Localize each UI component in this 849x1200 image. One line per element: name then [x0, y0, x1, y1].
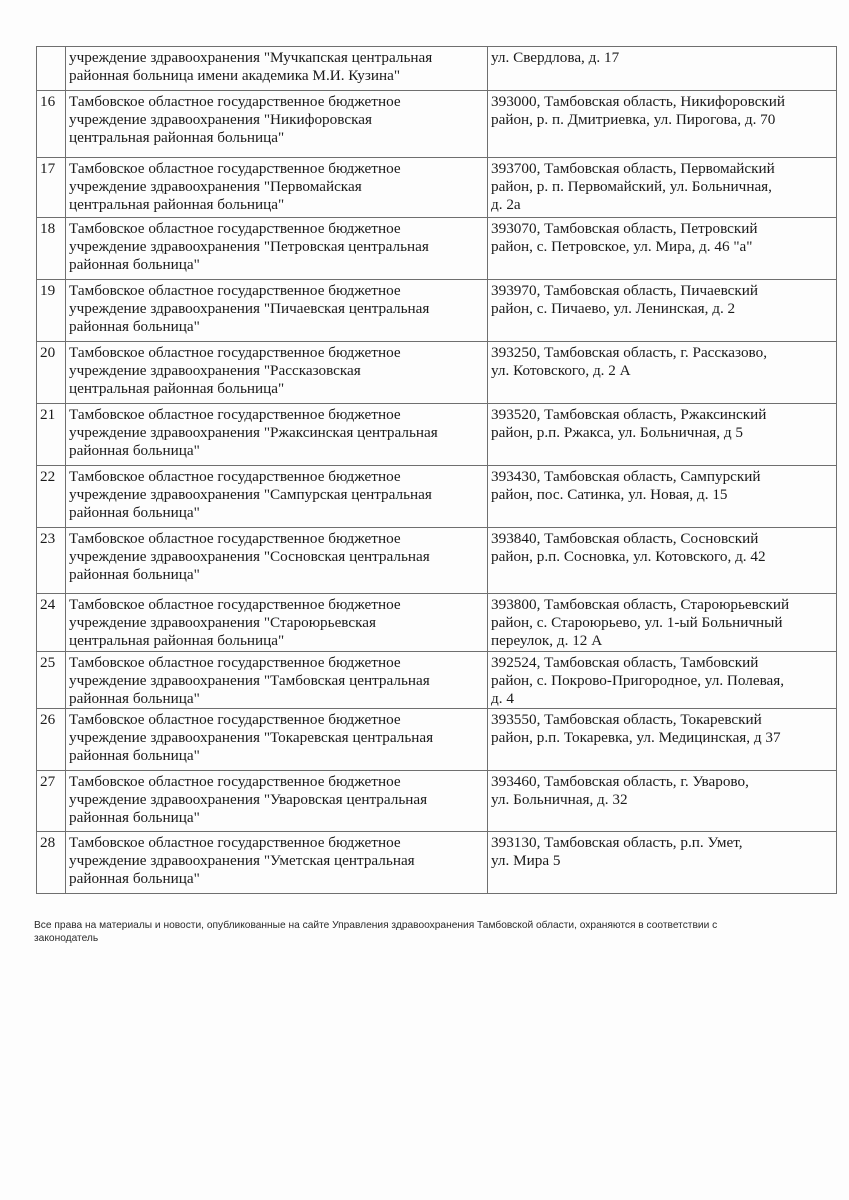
institution-name-cell — [66, 342, 488, 404]
institution-name-line: районная больница" — [69, 566, 200, 583]
row-number: 22 — [37, 466, 66, 528]
table-row — [37, 832, 837, 894]
address-line: д. 4 — [491, 690, 514, 707]
institution-name-line: учреждение здравоохранения "Сосновская центральная — [69, 548, 430, 565]
row-number: 18 — [37, 218, 66, 280]
institution-name-line: учреждение здравоохранения "Пичаевская центральная — [69, 300, 430, 317]
institution-name-line: центральная районная больница" — [69, 129, 285, 146]
row-number: 16 — [37, 91, 66, 158]
institution-name-line: районная больница" — [69, 747, 200, 764]
institution-name-line: учреждение здравоохранения "Староюрьевская — [69, 614, 377, 631]
institution-name-cell — [66, 709, 488, 771]
address-cell — [488, 652, 837, 709]
address-cell — [488, 709, 837, 771]
institution-name-line: учреждение здравоохранения "Тамбовская центральная — [69, 672, 430, 689]
institution-name-line: учреждение здравоохранения "Первомайская — [69, 178, 362, 195]
institution-name-cell — [66, 158, 488, 218]
address-line: район, р.п. Токаревка, ул. Медицинская, д 37 — [491, 729, 781, 746]
address-line: район, с. Пичаево, ул. Ленинская, д. 2 — [491, 300, 736, 317]
institution-name-line: учреждение здравоохранения "Петровская центральная — [69, 238, 429, 255]
institution-name-line: учреждение здравоохранения "Сампурская центральная — [69, 486, 432, 503]
institution-name-line: учреждение здравоохранения "Никифоровская — [69, 111, 372, 128]
institution-name-line: учреждение здравоохранения "Токаревская центральная — [69, 729, 434, 746]
address-line: 393070, Тамбовская область, Петровский — [491, 220, 758, 237]
institution-name-line: учреждение здравоохранения "Уметская центральная — [69, 852, 415, 869]
institution-name-cell — [66, 652, 488, 709]
row-number: 23 — [37, 528, 66, 594]
institution-name-line: учреждение здравоохранения "Рассказовская — [69, 362, 361, 379]
institution-name-cell — [66, 91, 488, 158]
institution-name-line: Тамбовское областное государственное бюджетное — [69, 711, 401, 728]
institution-name-cell — [66, 832, 488, 894]
institution-name-line: Тамбовское областное государственное бюджетное — [69, 596, 401, 613]
copyright-line-2: законодатель — [34, 933, 99, 944]
institution-name-cell — [66, 280, 488, 342]
institution-name-line: Тамбовское областное государственное бюджетное — [69, 654, 401, 671]
institution-name-cell — [66, 528, 488, 594]
row-number: 21 — [37, 404, 66, 466]
address-line: район, р.п. Сосновка, ул. Котовского, д. 42 — [491, 548, 766, 565]
address-line: район, с. Покрово-Пригородное, ул. Полевая, — [491, 672, 785, 689]
address-cell — [488, 594, 837, 652]
address-cell — [488, 218, 837, 280]
institution-name-line: центральная районная больница" — [69, 196, 285, 213]
institution-name-line: Тамбовское областное государственное бюджетное — [69, 282, 401, 299]
address-cell — [488, 771, 837, 832]
address-line: ул. Свердлова, д. 17 — [491, 49, 620, 66]
table-row — [37, 91, 837, 158]
institution-name-line: районная больница" — [69, 809, 200, 826]
institution-name-line: Тамбовское областное государственное бюджетное — [69, 834, 401, 851]
address-line: 393250, Тамбовская область, г. Рассказово, — [491, 344, 768, 361]
copyright-notice — [34, 919, 824, 945]
address-cell — [488, 528, 837, 594]
institution-name-line: учреждение здравоохранения "Уваровская центральная — [69, 791, 428, 808]
row-number: 24 — [37, 594, 66, 652]
address-line: ул. Котовского, д. 2 А — [491, 362, 631, 379]
address-line: 393460, Тамбовская область, г. Уварово, — [491, 773, 749, 790]
hospital-registry-table — [36, 46, 837, 894]
address-cell — [488, 342, 837, 404]
institution-name-line: районная больница" — [69, 504, 200, 521]
address-line: район, р. п. Дмитриевка, ул. Пирогова, д. 70 — [491, 111, 776, 128]
address-line: район, р. п. Первомайский, ул. Больничная, — [491, 178, 772, 195]
institution-name-line: Тамбовское областное государственное бюджетное — [69, 344, 401, 361]
institution-name-cell — [66, 771, 488, 832]
institution-name-line: Тамбовское областное государственное бюджетное — [69, 406, 401, 423]
address-cell — [488, 832, 837, 894]
address-line: 393840, Тамбовская область, Сосновский — [491, 530, 759, 547]
institution-name-line: Тамбовское областное государственное бюджетное — [69, 468, 401, 485]
institution-name-line: Тамбовское областное государственное бюджетное — [69, 773, 401, 790]
institution-name-cell — [66, 404, 488, 466]
address-line: 393000, Тамбовская область, Никифоровский — [491, 93, 786, 110]
address-line: 393520, Тамбовская область, Ржаксинский — [491, 406, 767, 423]
institution-name-cell — [66, 218, 488, 280]
table-row — [37, 404, 837, 466]
institution-name-line: учреждение здравоохранения "Ржаксинская центральная — [69, 424, 438, 441]
address-cell — [488, 47, 837, 91]
address-line: 393700, Тамбовская область, Первомайский — [491, 160, 775, 177]
address-line: ул. Мира 5 — [491, 852, 561, 869]
address-line: 393550, Тамбовская область, Токаревский — [491, 711, 762, 728]
institution-name-line: районная больница" — [69, 442, 200, 459]
institution-name-line: Тамбовское областное государственное бюджетное — [69, 160, 401, 177]
institution-name-line: центральная районная больница" — [69, 380, 285, 397]
institution-name-line: центральная районная больница" — [69, 632, 285, 649]
row-number — [37, 47, 66, 91]
table-row — [37, 218, 837, 280]
institution-name-line: районная больница" — [69, 690, 200, 707]
institution-name-line: учреждение здравоохранения "Мучкапская центральная — [69, 49, 433, 66]
registry-table-body — [37, 47, 837, 894]
row-number: 27 — [37, 771, 66, 832]
row-number: 17 — [37, 158, 66, 218]
institution-name-line: районная больница" — [69, 318, 200, 335]
table-row — [37, 280, 837, 342]
address-cell — [488, 404, 837, 466]
institution-name-line: районная больница" — [69, 256, 200, 273]
table-row — [37, 652, 837, 709]
institution-name-line: Тамбовское областное государственное бюджетное — [69, 93, 401, 110]
institution-name-line: районная больница" — [69, 870, 200, 887]
row-number: 28 — [37, 832, 66, 894]
address-cell — [488, 280, 837, 342]
address-line: район, с. Староюрьево, ул. 1-ый Больничный — [491, 614, 783, 631]
address-line: район, пос. Сатинка, ул. Новая, д. 15 — [491, 486, 728, 503]
address-line: 393430, Тамбовская область, Сампурский — [491, 468, 761, 485]
institution-name-line: Тамбовское областное государственное бюджетное — [69, 530, 401, 547]
table-row — [37, 342, 837, 404]
institution-name-cell — [66, 47, 488, 91]
address-line: ул. Больничная, д. 32 — [491, 791, 628, 808]
address-cell — [488, 158, 837, 218]
table-row — [37, 158, 837, 218]
address-line: переулок, д. 12 А — [491, 632, 603, 649]
institution-name-line: Тамбовское областное государственное бюджетное — [69, 220, 401, 237]
table-row — [37, 709, 837, 771]
address-line: район, с. Петровское, ул. Мира, д. 46 "а" — [491, 238, 753, 255]
institution-name-cell — [66, 594, 488, 652]
table-row — [37, 771, 837, 832]
row-number: 25 — [37, 652, 66, 709]
table-row — [37, 528, 837, 594]
row-number: 19 — [37, 280, 66, 342]
address-line: 393970, Тамбовская область, Пичаевский — [491, 282, 759, 299]
address-line: 392524, Тамбовская область, Тамбовский — [491, 654, 759, 671]
address-cell — [488, 91, 837, 158]
institution-name-line: районная больница имени академика М.И. Кузина" — [69, 67, 401, 84]
address-line: 393800, Тамбовская область, Староюрьевский — [491, 596, 790, 613]
address-line: район, р.п. Ржакса, ул. Больничная, д 5 — [491, 424, 744, 441]
address-line: д. 2а — [491, 196, 521, 213]
table-row — [37, 466, 837, 528]
address-line: 393130, Тамбовская область, р.п. Умет, — [491, 834, 743, 851]
table-row — [37, 594, 837, 652]
copyright-line-1: Все права на материалы и новости, опубликованные на сайте Управления здравоохранения Тамбовской области, охраняются в соответствии с — [34, 920, 718, 931]
institution-name-cell — [66, 466, 488, 528]
row-number: 20 — [37, 342, 66, 404]
row-number: 26 — [37, 709, 66, 771]
address-cell — [488, 466, 837, 528]
table-row — [37, 47, 837, 91]
